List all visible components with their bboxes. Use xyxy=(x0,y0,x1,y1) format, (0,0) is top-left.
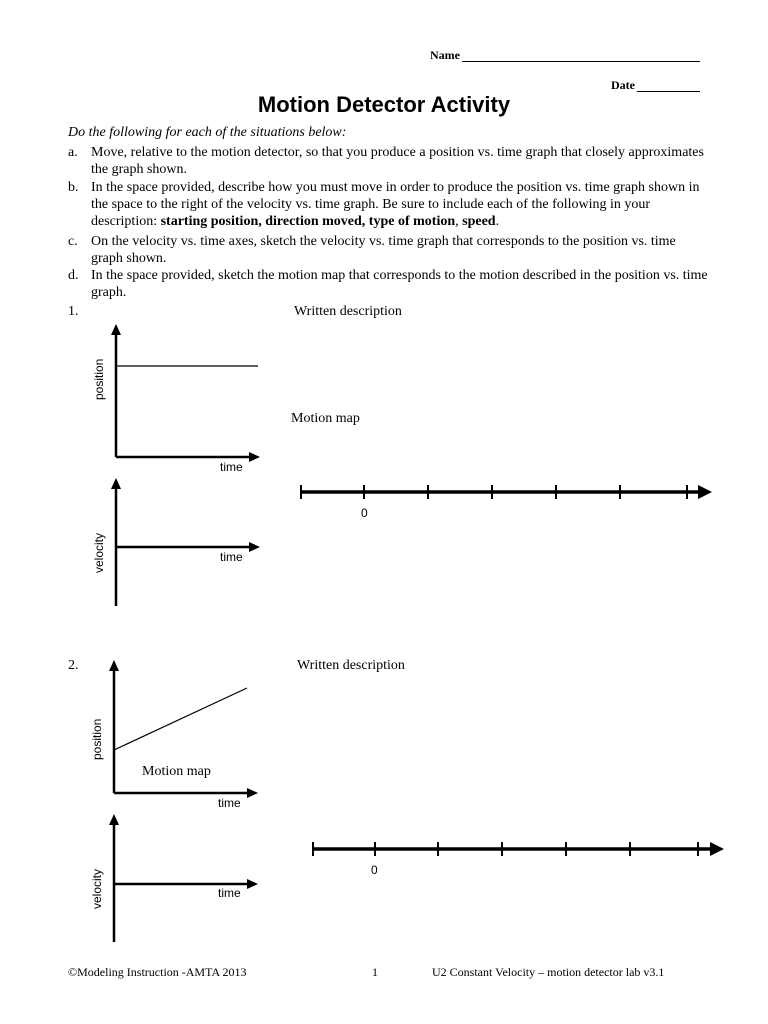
situation-1-motion-map-label: Motion map xyxy=(291,411,360,426)
x-axis-arrowhead xyxy=(249,542,260,552)
situation-2-position-time-label: time xyxy=(218,796,241,810)
situation-1-motion-map-number-line[interactable] xyxy=(296,480,716,510)
situation-1-position-graph xyxy=(80,320,280,480)
situation-1-velocity-axis-label: velocity xyxy=(92,532,106,573)
x-axis-arrowhead xyxy=(249,452,260,462)
number-line-arrowhead xyxy=(710,842,724,856)
step-letter: a. xyxy=(68,145,78,160)
instructions-intro: Do the following for each of the situations below: xyxy=(68,125,347,140)
y-axis-arrowhead xyxy=(109,660,119,671)
situation-1-position-axis-label: position xyxy=(92,358,106,400)
y-axis-arrowhead xyxy=(111,324,121,335)
footer-document-title: U2 Constant Velocity – motion detector lab v3.1 xyxy=(432,965,665,979)
name-label: Name xyxy=(430,48,460,62)
step-letter: b. xyxy=(68,180,79,195)
page-title: Motion Detector Activity xyxy=(257,92,511,117)
step-text: Move, relative to the motion detector, so that you produce a position vs. time graph that closely approximates the graph shown. xyxy=(91,145,704,177)
step-text-plain: In the space provided, describe how you must move in order to produce the position vs. time graph shown in the space to the right of the velocity vs. time graph. Be sure to include each of the following in your description: xyxy=(91,180,700,229)
situation-1-number: 1. xyxy=(68,304,79,319)
step-letter: d. xyxy=(68,268,79,283)
footer-page-number: 1 xyxy=(372,965,378,979)
step-text: On the velocity vs. time axes, sketch the velocity vs. time graph that corresponds to the position vs. time graph shown. xyxy=(91,234,676,266)
situation-2-velocity-graph xyxy=(78,810,278,950)
name-field[interactable] xyxy=(462,61,700,62)
step-text: In the space provided, sketch the motion map that corresponds to the motion described in the position vs. time graph. xyxy=(91,268,708,300)
x-axis-arrowhead xyxy=(247,879,258,889)
situation-2-zero-label: 0 xyxy=(371,863,378,877)
step-text xyxy=(91,179,708,230)
step-text-bold: starting position, direction moved, type of motion xyxy=(160,214,456,229)
situation-2-written-description-label: Written description xyxy=(297,658,405,673)
instruction-step-a xyxy=(68,144,708,178)
situation-2-position-graph xyxy=(78,656,278,806)
situation-1-written-description-label: Written description xyxy=(294,304,402,319)
x-axis-arrowhead xyxy=(247,788,258,798)
step-letter: c. xyxy=(68,234,78,249)
y-axis-arrowhead xyxy=(111,478,121,489)
situation-2-position-axis-label: position xyxy=(90,718,104,760)
number-line-arrowhead xyxy=(698,485,712,499)
situation-2-velocity-time-label: time xyxy=(218,886,241,900)
footer-copyright: ©Modeling Instruction -AMTA 2013 xyxy=(68,965,247,979)
situation-1-velocity-time-label: time xyxy=(220,550,243,564)
step-text-end: . xyxy=(495,214,500,229)
situation-2-motion-map-label: Motion map xyxy=(142,764,211,779)
situation-2-velocity-axis-label: velocity xyxy=(90,868,104,909)
instruction-step-c xyxy=(68,233,708,267)
situation-2-number: 2. xyxy=(68,658,79,673)
situation-1-zero-label: 0 xyxy=(361,506,368,520)
situation-1-velocity-graph xyxy=(80,474,280,614)
step-text-bold-speed: speed xyxy=(462,214,496,229)
position-line xyxy=(114,688,247,750)
step-text-sep: , xyxy=(455,214,463,229)
instruction-step-b xyxy=(68,179,708,230)
y-axis-arrowhead xyxy=(109,814,119,825)
instruction-step-d xyxy=(68,267,708,301)
date-label: Date xyxy=(611,78,635,92)
situation-1-position-time-label: time xyxy=(220,460,243,474)
